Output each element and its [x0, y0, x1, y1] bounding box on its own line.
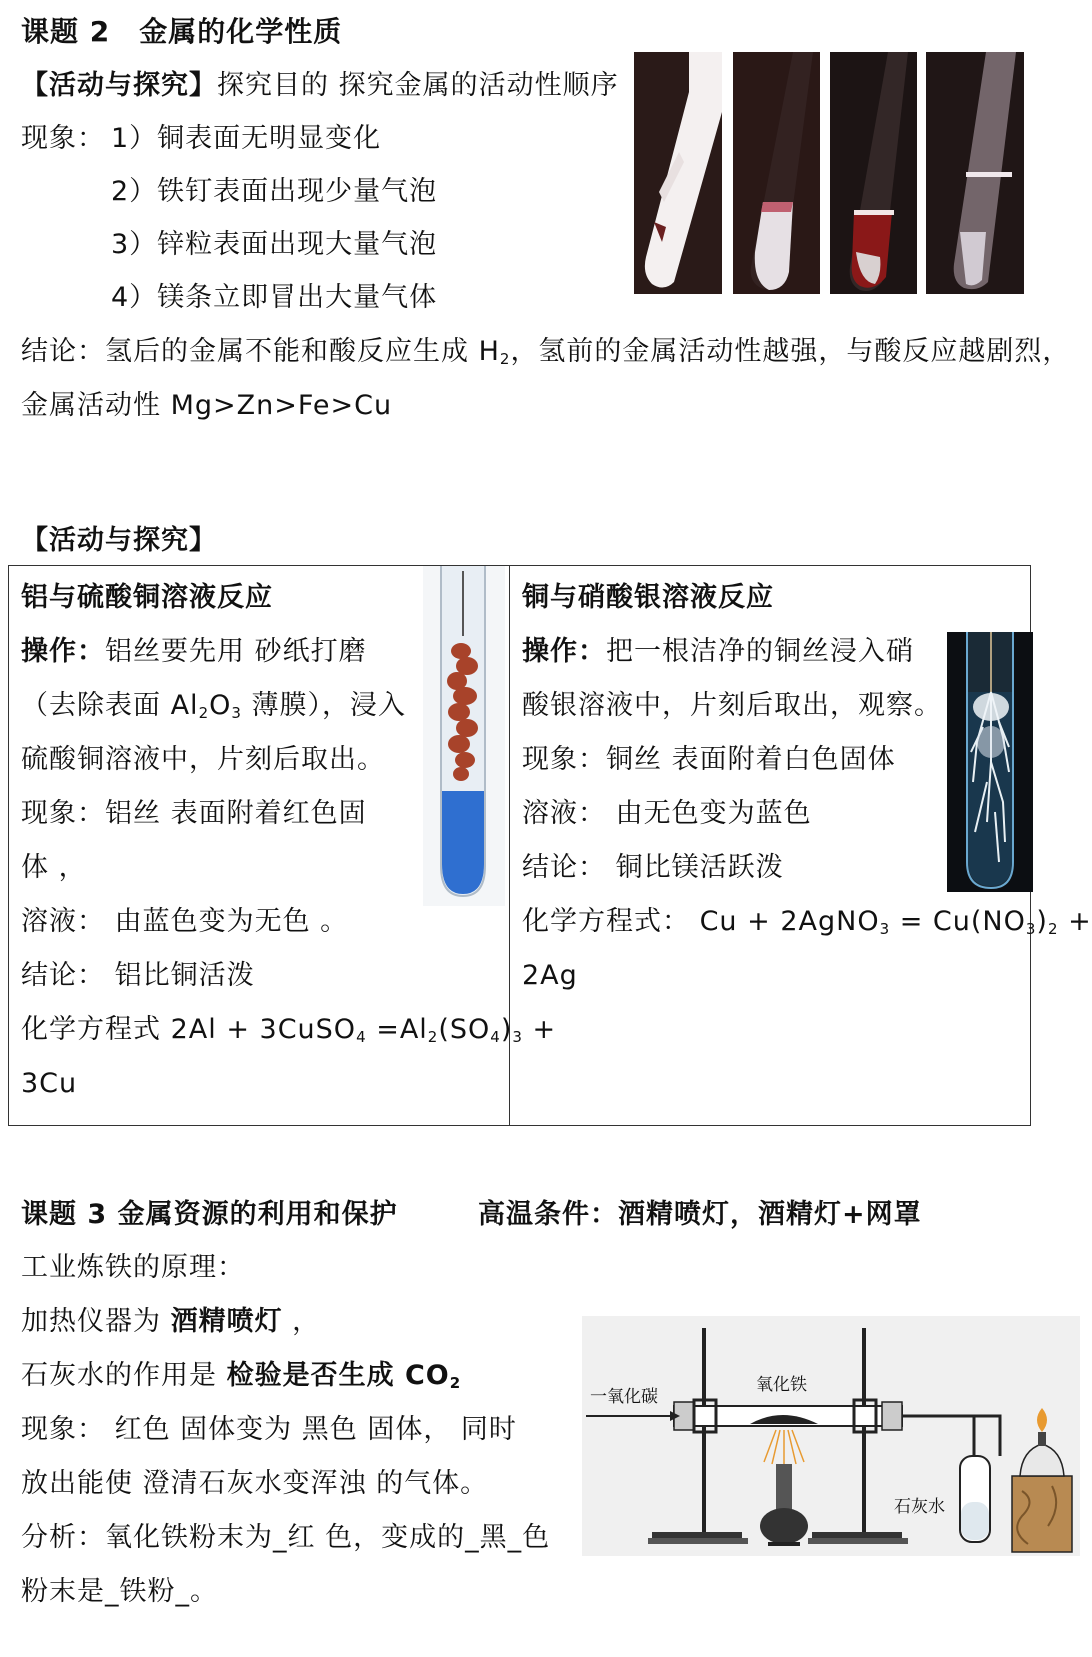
left-conclusion: 结论： 铝比铜活泼: [21, 960, 255, 991]
right-solution: 溶液： 由无色变为蓝色: [522, 798, 812, 829]
reaction-table: [8, 565, 1092, 1126]
section2-activity-label: 【活动与探究】: [21, 525, 217, 556]
right-phenomenon: 现象：铜丝 表面附着白色固体: [522, 744, 896, 775]
left-solution: 溶液： 由蓝色变为无色 。: [21, 906, 349, 937]
left-operation-2: [21, 688, 406, 724]
fe2o3-label: 氧化铁: [756, 1375, 807, 1394]
test-tube-photo-zn: [830, 52, 917, 294]
left-phenomenon: 现象：铝丝 表面附着红色固: [21, 798, 367, 829]
left-operation-3: 硫酸铜溶液中，片刻后取出。: [21, 744, 385, 775]
left-op2-c: 薄膜），浸入: [241, 690, 407, 721]
limewater-line: [21, 1358, 461, 1394]
phenomenon-1: 1）铜表面无明显变化: [111, 123, 382, 154]
right-eq-sub1: 3: [879, 920, 891, 938]
section3-title: 课题 3 金属资源的利用和保护: [21, 1199, 398, 1230]
left-op2-b: O: [209, 690, 232, 721]
analysis-2: 粉末是_铁粉_。: [21, 1576, 218, 1607]
right-equation-2: 2Ag: [522, 960, 578, 991]
conclusion-line-1: [21, 334, 1070, 370]
conclusion-line-2: 金属活动性 Mg>Zn>Fe>Cu: [21, 390, 393, 421]
right-eq-sub3: 2: [1047, 920, 1059, 938]
right-eq-c: ): [1036, 906, 1048, 937]
left-operation-1: [21, 634, 367, 670]
right-operation-2: 酸银溶液中，片刻后取出，观察。: [522, 690, 942, 721]
left-equation: [21, 1012, 556, 1048]
left-eq-sub2: 2: [427, 1028, 439, 1046]
heater-value: 酒精喷灯: [170, 1306, 283, 1337]
phenomenon-2: 2）铁钉表面出现少量气泡: [111, 176, 438, 207]
right-op-label: 操作：: [522, 636, 606, 667]
activity-goal: 探究目的 探究金属的活动性顺序: [217, 70, 619, 101]
test-tube-photo-mg: [926, 52, 1024, 294]
left-op2-a: （去除表面 Al: [21, 690, 199, 721]
iron-smelting-apparatus-diagram: [582, 1316, 1080, 1556]
right-eq-d: +: [1058, 906, 1092, 937]
reaction-cell-cu-agno3: [510, 566, 1092, 1126]
right-title: 铜与硝酸银溶液反应: [522, 582, 774, 613]
cu-agno3-tube-image: [947, 632, 1033, 892]
test-tube-photo-fe: [733, 52, 820, 294]
iron-principle: 工业炼铁的原理：: [21, 1252, 245, 1283]
section1-title: 课题 2 金属的化学性质: [21, 15, 343, 48]
right-equation: [522, 904, 1092, 940]
limewater-label-diagram: 石灰水: [894, 1497, 945, 1516]
left-eq-c: (SO: [438, 1014, 491, 1045]
limewater-value: 检验是否生成 CO: [226, 1360, 450, 1391]
right-eq-sub2: 3: [1025, 920, 1037, 938]
left-op-label: 操作：: [21, 636, 105, 667]
co-label: 一氧化碳: [590, 1387, 658, 1406]
heater-label: 加热仪器为: [21, 1306, 171, 1337]
right-eq-b: = Cu(NO: [890, 906, 1026, 937]
left-title: 铝与硫酸铜溶液反应: [21, 582, 273, 613]
right-eq-a: 化学方程式： Cu + 2AgNO: [522, 906, 880, 937]
high-temp-conditions: 高温条件：酒精喷灯，酒精灯+网罩: [478, 1199, 922, 1230]
left-op2-sub1: 2: [198, 704, 210, 722]
test-tube-photo-cu: [634, 52, 722, 294]
conclusion-a: 结论：氢后的金属不能和酸反应生成 H: [21, 336, 500, 367]
limewater-label: 石灰水的作用是: [21, 1360, 227, 1391]
left-eq-b: =Al: [366, 1014, 428, 1045]
phenomena-label: 现象：: [21, 123, 105, 154]
left-op2-sub2: 3: [231, 704, 242, 722]
right-op-text: 把一根洁净的铜丝浸入硝: [606, 636, 914, 667]
left-op-text: 铝丝要先用 砂纸打磨: [105, 636, 367, 667]
phenomenon-3: 3）锌粒表面出现大量气泡: [111, 229, 438, 260]
conclusion-b: ，氢前的金属活动性越强，与酸反应越剧烈，: [510, 336, 1071, 367]
heater-line: [21, 1304, 320, 1340]
left-phenomenon-2: 体 ，: [21, 852, 87, 883]
left-equation-2: 3Cu: [21, 1068, 78, 1099]
al-cuso4-tube-image: [423, 566, 505, 906]
conclusion-sub: 2: [499, 350, 511, 368]
phenomenon-4: 4）镁条立即冒出大量气体: [111, 282, 438, 313]
left-eq-a: 化学方程式 2Al + 3CuSO: [21, 1014, 357, 1045]
right-conclusion: 结论： 铜比镁活跃泼: [522, 852, 784, 883]
activity-goal-line: [21, 68, 619, 104]
limewater-sub: 2: [449, 1374, 462, 1392]
left-eq-sub1: 4: [356, 1028, 367, 1046]
left-eq-sub3: 4: [490, 1028, 501, 1046]
iron-phenomenon-1: 现象： 红色 固体变为 黑色 固体， 同时: [21, 1414, 517, 1445]
left-eq-sub4: 3: [512, 1028, 523, 1046]
iron-phenomenon-2: 放出能使 澄清石灰水变浑浊 的气体。: [21, 1468, 489, 1499]
heater-end: ，: [282, 1306, 321, 1337]
left-eq-d: ): [500, 1014, 513, 1045]
analysis-1: 分析：氧化铁粉末为_红 色，变成的_黑_色: [21, 1522, 551, 1553]
activity-label: 【活动与探究】: [21, 70, 217, 101]
right-operation-1: [522, 634, 914, 670]
left-eq-e: +: [522, 1014, 557, 1045]
